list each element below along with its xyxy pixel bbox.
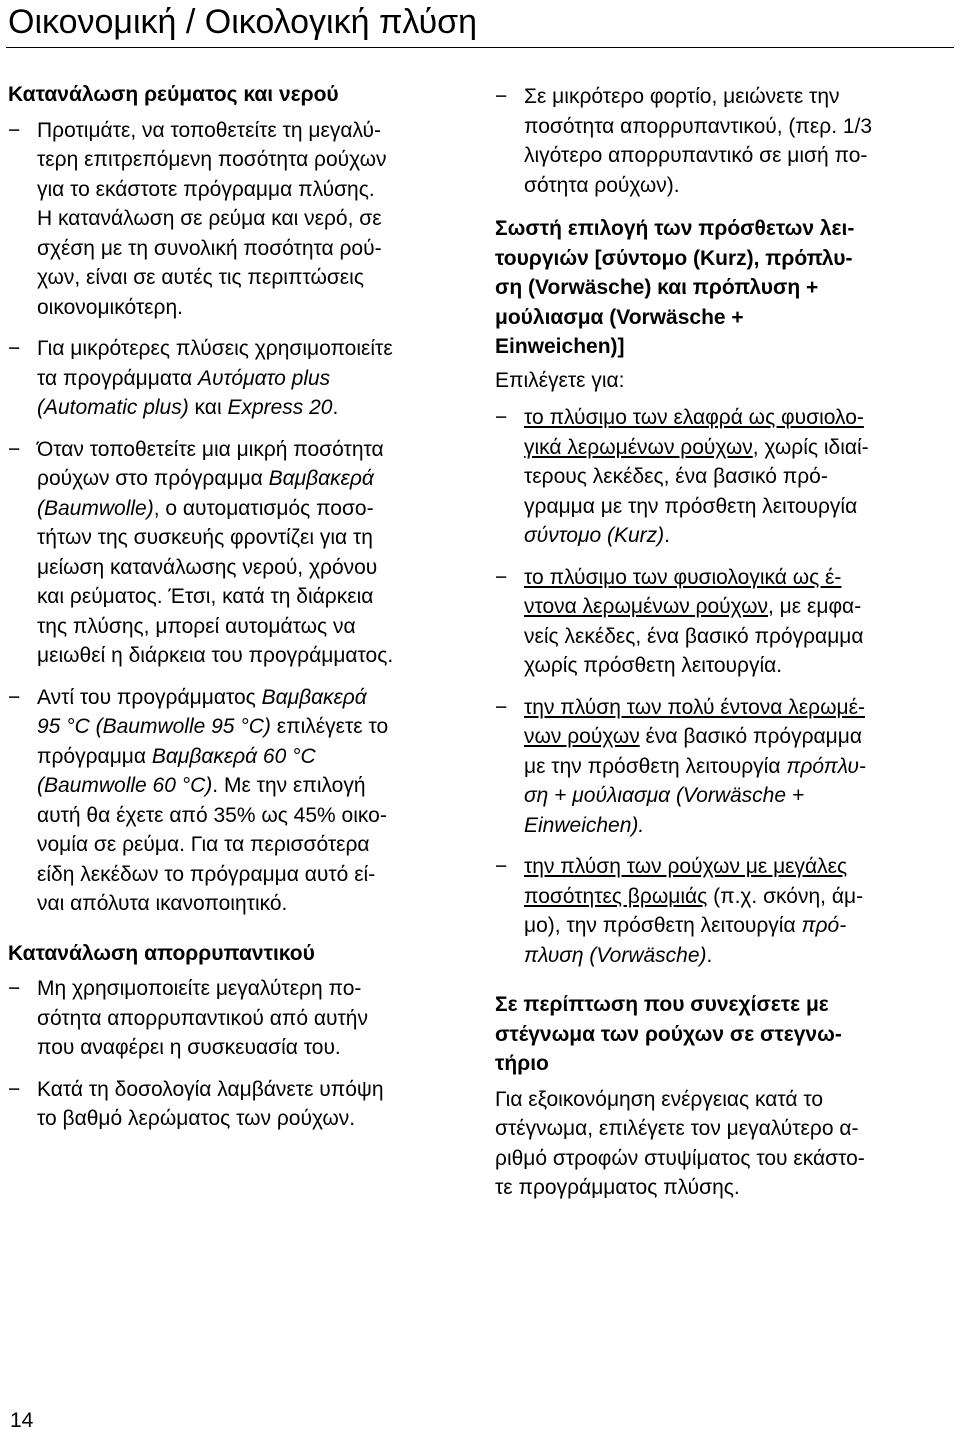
section-heading-detergent: Κατανάλωση απορρυπαντικού (8, 941, 315, 965)
detergent-list-continued (495, 82, 951, 200)
list-item: − Κατά τη δοσολογία λαμβάνετε υπόψη το βαθμό λερώματος των ρούχων. (8, 1075, 470, 1134)
program-name: Express 20 (227, 396, 333, 419)
program-name: Βαμβακερά (268, 467, 374, 490)
function-name: ση + μούλιασμα (Vorwäsche + (524, 784, 805, 807)
left-column (8, 80, 470, 1146)
list-item: − Σε μικρότερο φορτίο, μειώνετε την ποσότητα απορρυπαντικού, (περ. 1/3 λιγότερο απορρυπαντικό σε μισή πο- σότητα ρούχων). (495, 82, 951, 200)
list-item: − Για μικρότερες πλύσεις χρησιμοποιείτε τα προγράμματα Αυτόματο plus (Automatic plus) και Express 20. (8, 334, 470, 423)
list-item: − Προτιμάτε, να τοποθετείτε τη μεγαλύ- τερη επιτρεπόμενη ποσότητα ρούχων για το εκάστοτε πρόγραμμα πλύσης. Η κατανάλωση σε ρεύμα και νερό, σε σχέση με τη συνολική ποσότητα ρού- χων, είναι σε αυτές τις περιπτώσεις οικονομικότερη. (8, 116, 470, 323)
energy-water-list (8, 116, 470, 919)
function-name: Einweichen). (524, 813, 645, 837)
program-name: (Baumwolle) (37, 496, 154, 520)
section-heading-additional-functions: Σωστή επιλογή των πρόσθετων λει- τουργιών [σύντομο (Kurz), πρόπλυ- ση (Vorwäsche) και πρόπλυση + μούλιασμα (Vorwäsche + Einweichen)] (495, 217, 855, 358)
program-name: 95 °C (Baumwolle 95 °C) (37, 715, 271, 738)
options-list (495, 403, 951, 970)
section-heading-dryer: Σε περίπτωση που συνεχίσετε με στέγνωμα των ρούχων σε στεγνω- τήριο (495, 993, 842, 1075)
page-title: Οικονομική / Οικολογική πλύση (8, 3, 478, 41)
dryer-paragraph: Για εξοικονόμηση ενέργειας κατά το στέγνωμα, επιλέγετε τον μεγαλύτερο α- ριθμό στροφών στυψίματος του εκάστο- τε προγράμματος πλύσης. (495, 1087, 865, 1199)
list-item: − Μη χρησιμοποιείτε μεγαλύτερη πο- σότητα απορρυπαντικού από αυτήν που αναφέρει η συσκευασία του. (8, 974, 470, 1063)
program-name: Αυτόματο plus (198, 366, 331, 390)
detergent-list (8, 974, 470, 1134)
function-name: πρόπλυ- (786, 754, 866, 778)
list-item: − Όταν τοποθετείτε μια μικρή ποσότητα ρούχων στο πρόγραμμα Βαμβακερά (Baumwolle), ο αυτοματισμός ποσο- τήτων της συσκευής φροντίζει για τη μείωση κατανάλωσης νερού, χρόνου και ρεύματος. Έτσι, κατά τη διάρκεια της πλύσης, μπορεί αυτομάτως να μειωθεί η διάρκεια του προγράμματος. (8, 435, 470, 671)
program-name: Βαμβακερά 60 °C (151, 744, 316, 768)
function-name: σύντομο (Kurz) (524, 524, 665, 547)
list-item: − την πλύση των ρούχων με μεγάλες ποσότητες βρωμιάς (π.χ. σκόνη, άμ- μο), την πρόσθετη λειτουργία πρό- πλυση (Vorwäsche). (495, 852, 951, 970)
options-intro: Επιλέγετε για: (495, 368, 625, 392)
list-item: − Αντί του προγράμματος Βαμβακερά 95 °C (Baumwolle 95 °C) επιλέγετε το πρόγραμμα Βαμβακερά 60 °C (Baumwolle 60 °C). Με την επιλογή αυτή θα έχετε από 35% ως 45% οικο- νομία σε ρεύμα. Για τα περισσότερα είδη λεκέδων το πρόγραμμα αυτό εί- ναι απόλυτα ικανοποιητικό. (8, 683, 470, 919)
page-number: 14 (10, 1409, 34, 1432)
program-name: (Baumwolle 60 °C) (37, 774, 213, 797)
function-name: πρό- (801, 914, 847, 937)
list-item: − το πλύσιμο των φυσιολογικά ως έ- ντονα λερωμένων ρούχων, με εμφα- νείς λεκέδες, ένα βασικό πρόγραμμα χωρίς πρόσθετη λειτουργία. (495, 563, 951, 681)
list-item: − την πλύση των πολύ έντονα λερωμέ- νων ρούχων ένα βασικό πρόγραμμα με την πρόσθετη λειτουργία πρόπλυ- ση + μούλιασμα (Vorwäsche + Einweichen). (495, 693, 951, 841)
program-name: (Automatic plus) (37, 396, 189, 419)
function-name: πλυση (Vorwäsche) (524, 943, 707, 967)
section-heading-energy-water: Κατανάλωση ρεύματος και νερού (8, 83, 339, 106)
title-divider (6, 47, 954, 48)
program-name: Βαμβακερά (261, 685, 367, 709)
list-item: − το πλύσιμο των ελαφρά ως φυσιολο- γικά λερωμένων ρούχων, χωρίς ιδιαί- τερους λεκέδες, ένα βασικό πρό- γραμμα με την πρόσθετη λειτουργία σύντομο (Kurz). (495, 403, 951, 551)
right-column (495, 82, 951, 1203)
